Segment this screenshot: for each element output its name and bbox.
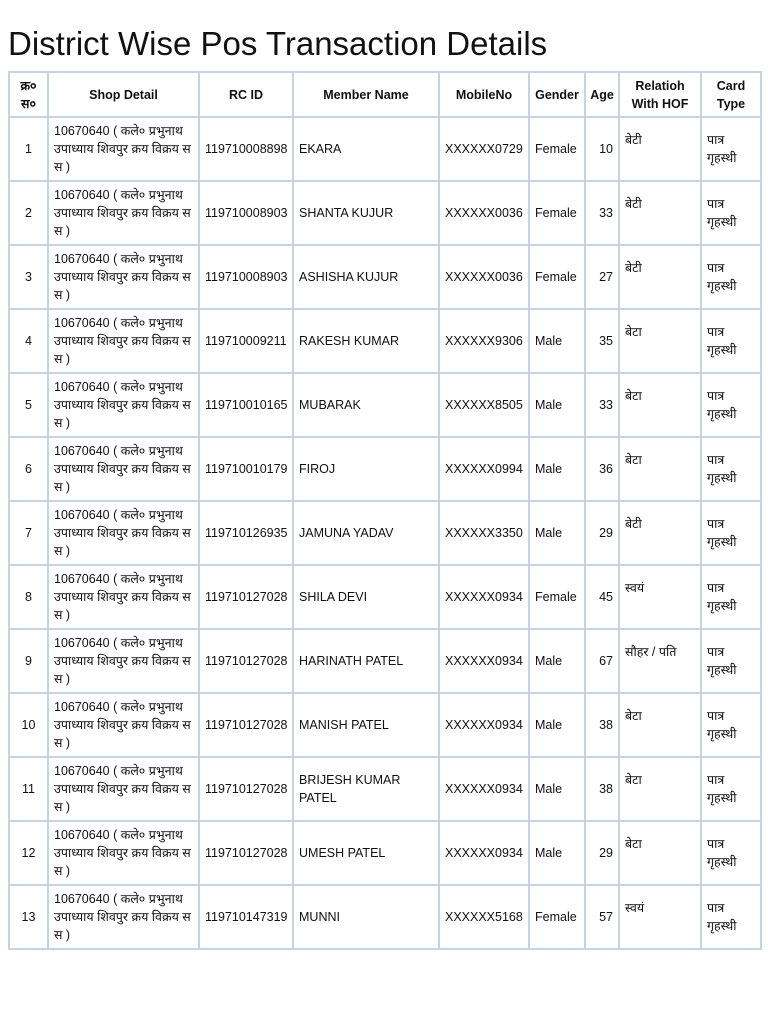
rc-id-cell: 119710008898 <box>199 117 293 181</box>
card-type-cell <box>701 437 761 501</box>
card-type-cell <box>701 373 761 437</box>
shop-detail-cell: 10670640 ( कले० प्रभुनाथ उपाध्याय शिवपुर क्रय विक्रय स स ) <box>48 501 199 565</box>
page-title: District Wise Pos Transaction Details <box>8 25 548 62</box>
relation-text: बेटा <box>625 709 642 723</box>
table-row <box>9 181 761 245</box>
gender-cell: Male <box>529 693 585 757</box>
card-type-cell <box>701 181 761 245</box>
member-name-cell: ASHISHA KUJUR <box>293 245 439 309</box>
age-cell: 33 <box>585 373 619 437</box>
card-type-line2: गृहस्थी <box>707 279 737 293</box>
serial-cell: 5 <box>9 373 48 437</box>
rc-id-cell: 119710147319 <box>199 885 293 949</box>
mobile-cell: XXXXXX9306 <box>439 309 529 373</box>
mobile-cell: XXXXXX0934 <box>439 565 529 629</box>
table-row <box>9 565 761 629</box>
shop-detail-cell: 10670640 ( कले० प्रभुनाथ उपाध्याय शिवपुर क्रय विक्रय स स ) <box>48 245 199 309</box>
serial-cell: 12 <box>9 821 48 885</box>
mobile-cell: XXXXXX0036 <box>439 181 529 245</box>
rc-id-cell: 119710127028 <box>199 693 293 757</box>
card-type-line2: गृहस्थी <box>707 343 737 357</box>
relation-text: बेटी <box>625 261 642 275</box>
member-name-cell: FIROJ <box>293 437 439 501</box>
serial-cell: 3 <box>9 245 48 309</box>
card-type-line2: गृहस्थी <box>707 151 737 165</box>
relation-text: बेटा <box>625 773 642 787</box>
shop-detail-cell: 10670640 ( कले० प्रभुनाथ उपाध्याय शिवपुर क्रय विक्रय स स ) <box>48 437 199 501</box>
card-type-cell <box>701 309 761 373</box>
card-type-line2: गृहस्थी <box>707 535 737 549</box>
gender-cell: Male <box>529 309 585 373</box>
relation-cell <box>619 565 701 629</box>
relation-cell <box>619 757 701 821</box>
header-gender: Gender <box>529 72 585 117</box>
member-name-cell: MUBARAK <box>293 373 439 437</box>
gender-cell: Female <box>529 245 585 309</box>
relation-cell <box>619 885 701 949</box>
card-type-line1: पात्र <box>707 581 725 595</box>
shop-detail-cell: 10670640 ( कले० प्रभुनाथ उपाध्याय शिवपुर क्रय विक्रय स स ) <box>48 885 199 949</box>
table-row <box>9 821 761 885</box>
age-cell: 45 <box>585 565 619 629</box>
member-name-cell: HARINATH PATEL <box>293 629 439 693</box>
card-type-line1: पात्र <box>707 261 725 275</box>
age-cell: 38 <box>585 757 619 821</box>
mobile-cell: XXXXXX0934 <box>439 629 529 693</box>
shop-detail-cell: 10670640 ( कले० प्रभुनाथ उपाध्याय शिवपुर क्रय विक्रय स स ) <box>48 821 199 885</box>
relation-text: बेटा <box>625 453 642 467</box>
table-row <box>9 373 761 437</box>
relation-cell <box>619 117 701 181</box>
table-row <box>9 309 761 373</box>
card-type-line1: पात्र <box>707 901 725 915</box>
shop-detail-cell: 10670640 ( कले० प्रभुनाथ उपाध्याय शिवपुर क्रय विक्रय स स ) <box>48 181 199 245</box>
relation-text: बेटा <box>625 389 642 403</box>
serial-cell: 9 <box>9 629 48 693</box>
header-row <box>9 72 761 117</box>
relation-text: बेटा <box>625 325 642 339</box>
header-relation-with-hof: Relatioh With HOF <box>619 72 701 117</box>
age-cell: 38 <box>585 693 619 757</box>
card-type-line1: पात्र <box>707 837 725 851</box>
rc-id-cell: 119710008903 <box>199 181 293 245</box>
relation-cell <box>619 821 701 885</box>
table-row <box>9 117 761 181</box>
card-type-cell <box>701 885 761 949</box>
shop-detail-cell: 10670640 ( कले० प्रभुनाथ उपाध्याय शिवपुर क्रय विक्रय स स ) <box>48 373 199 437</box>
member-name-cell: BRIJESH KUMAR PATEL <box>293 757 439 821</box>
rc-id-cell: 119710010179 <box>199 437 293 501</box>
member-name-cell: UMESH PATEL <box>293 821 439 885</box>
card-type-line2: गृहस्थी <box>707 215 737 229</box>
gender-cell: Male <box>529 821 585 885</box>
rc-id-cell: 119710009211 <box>199 309 293 373</box>
mobile-cell: XXXXXX8505 <box>439 373 529 437</box>
shop-detail-cell: 10670640 ( कले० प्रभुनाथ उपाध्याय शिवपुर क्रय विक्रय स स ) <box>48 629 199 693</box>
header-rc-id: RC ID <box>199 72 293 117</box>
table-row <box>9 501 761 565</box>
relation-text: स्वयं <box>625 581 645 595</box>
shop-detail-cell: 10670640 ( कले० प्रभुनाथ उपाध्याय शिवपुर क्रय विक्रय स स ) <box>48 565 199 629</box>
gender-cell: Male <box>529 373 585 437</box>
relation-cell <box>619 181 701 245</box>
rc-id-cell: 119710127028 <box>199 565 293 629</box>
card-type-line1: पात्र <box>707 133 725 147</box>
card-type-cell <box>701 629 761 693</box>
card-type-cell <box>701 693 761 757</box>
serial-cell: 4 <box>9 309 48 373</box>
header-age: Age <box>585 72 619 117</box>
table-row <box>9 693 761 757</box>
age-cell: 27 <box>585 245 619 309</box>
serial-cell: 13 <box>9 885 48 949</box>
transaction-table <box>8 71 762 950</box>
table-row <box>9 245 761 309</box>
mobile-cell: XXXXXX3350 <box>439 501 529 565</box>
age-cell: 36 <box>585 437 619 501</box>
rc-id-cell: 119710127028 <box>199 629 293 693</box>
mobile-cell: XXXXXX0729 <box>439 117 529 181</box>
age-cell: 67 <box>585 629 619 693</box>
serial-cell: 11 <box>9 757 48 821</box>
header-serial: क्र० स० <box>9 72 48 117</box>
age-cell: 29 <box>585 821 619 885</box>
gender-cell: Female <box>529 885 585 949</box>
serial-cell: 2 <box>9 181 48 245</box>
serial-cell: 6 <box>9 437 48 501</box>
card-type-line2: गृहस्थी <box>707 727 737 741</box>
relation-text: बेटी <box>625 517 642 531</box>
shop-detail-cell: 10670640 ( कले० प्रभुनाथ उपाध्याय शिवपुर क्रय विक्रय स स ) <box>48 117 199 181</box>
relation-cell <box>619 309 701 373</box>
member-name-cell: JAMUNA YADAV <box>293 501 439 565</box>
card-type-cell <box>701 501 761 565</box>
age-cell: 57 <box>585 885 619 949</box>
card-type-line2: गृहस्थी <box>707 791 737 805</box>
card-type-line1: पात्र <box>707 389 725 403</box>
card-type-line1: पात्र <box>707 709 725 723</box>
member-name-cell: SHANTA KUJUR <box>293 181 439 245</box>
relation-text: स्वयं <box>625 901 645 915</box>
mobile-cell: XXXXXX0934 <box>439 757 529 821</box>
header-card-type: Card Type <box>701 72 761 117</box>
card-type-cell <box>701 757 761 821</box>
member-name-cell: MANISH PATEL <box>293 693 439 757</box>
age-cell: 35 <box>585 309 619 373</box>
relation-cell <box>619 245 701 309</box>
gender-cell: Male <box>529 629 585 693</box>
relation-cell <box>619 693 701 757</box>
card-type-cell <box>701 245 761 309</box>
mobile-cell: XXXXXX0994 <box>439 437 529 501</box>
card-type-cell <box>701 821 761 885</box>
mobile-cell: XXXXXX0036 <box>439 245 529 309</box>
rc-id-cell: 119710126935 <box>199 501 293 565</box>
relation-text: बेटी <box>625 133 642 147</box>
relation-text: बेटा <box>625 837 642 851</box>
gender-cell: Female <box>529 181 585 245</box>
card-type-line1: पात्र <box>707 453 725 467</box>
card-type-line2: गृहस्थी <box>707 599 737 613</box>
card-type-line1: पात्र <box>707 197 725 211</box>
card-type-line2: गृहस्थी <box>707 919 737 933</box>
table-row <box>9 437 761 501</box>
age-cell: 33 <box>585 181 619 245</box>
relation-cell <box>619 629 701 693</box>
mobile-cell: XXXXXX5168 <box>439 885 529 949</box>
table-header <box>9 72 761 117</box>
card-type-line2: गृहस्थी <box>707 663 737 677</box>
gender-cell: Female <box>529 565 585 629</box>
mobile-cell: XXXXXX0934 <box>439 821 529 885</box>
table-row <box>9 757 761 821</box>
relation-cell <box>619 501 701 565</box>
gender-cell: Male <box>529 757 585 821</box>
table-body <box>9 117 761 949</box>
relation-text: बेटी <box>625 197 642 211</box>
relation-text: सौहर / पति <box>625 645 677 659</box>
shop-detail-cell: 10670640 ( कले० प्रभुनाथ उपाध्याय शिवपुर क्रय विक्रय स स ) <box>48 693 199 757</box>
gender-cell: Male <box>529 437 585 501</box>
header-member-name: Member Name <box>293 72 439 117</box>
gender-cell: Female <box>529 117 585 181</box>
rc-id-cell: 119710127028 <box>199 821 293 885</box>
serial-cell: 8 <box>9 565 48 629</box>
card-type-cell <box>701 565 761 629</box>
shop-detail-cell: 10670640 ( कले० प्रभुनाथ उपाध्याय शिवपुर क्रय विक्रय स स ) <box>48 757 199 821</box>
member-name-cell: MUNNI <box>293 885 439 949</box>
card-type-line2: गृहस्थी <box>707 407 737 421</box>
card-type-line2: गृहस्थी <box>707 471 737 485</box>
age-cell: 10 <box>585 117 619 181</box>
serial-cell: 7 <box>9 501 48 565</box>
table-row <box>9 885 761 949</box>
relation-cell <box>619 437 701 501</box>
card-type-line1: पात्र <box>707 645 725 659</box>
header-mobile-no: MobileNo <box>439 72 529 117</box>
age-cell: 29 <box>585 501 619 565</box>
serial-cell: 1 <box>9 117 48 181</box>
rc-id-cell: 119710127028 <box>199 757 293 821</box>
header-shop-detail: Shop Detail <box>48 72 199 117</box>
gender-cell: Male <box>529 501 585 565</box>
member-name-cell: RAKESH KUMAR <box>293 309 439 373</box>
serial-cell: 10 <box>9 693 48 757</box>
card-type-line1: पात्र <box>707 773 725 787</box>
card-type-line2: गृहस्थी <box>707 855 737 869</box>
member-name-cell: SHILA DEVI <box>293 565 439 629</box>
relation-cell <box>619 373 701 437</box>
table-row <box>9 629 761 693</box>
card-type-line1: पात्र <box>707 517 725 531</box>
mobile-cell: XXXXXX0934 <box>439 693 529 757</box>
card-type-line1: पात्र <box>707 325 725 339</box>
shop-detail-cell: 10670640 ( कले० प्रभुनाथ उपाध्याय शिवपुर क्रय विक्रय स स ) <box>48 309 199 373</box>
rc-id-cell: 119710010165 <box>199 373 293 437</box>
rc-id-cell: 119710008903 <box>199 245 293 309</box>
member-name-cell: EKARA <box>293 117 439 181</box>
card-type-cell <box>701 117 761 181</box>
